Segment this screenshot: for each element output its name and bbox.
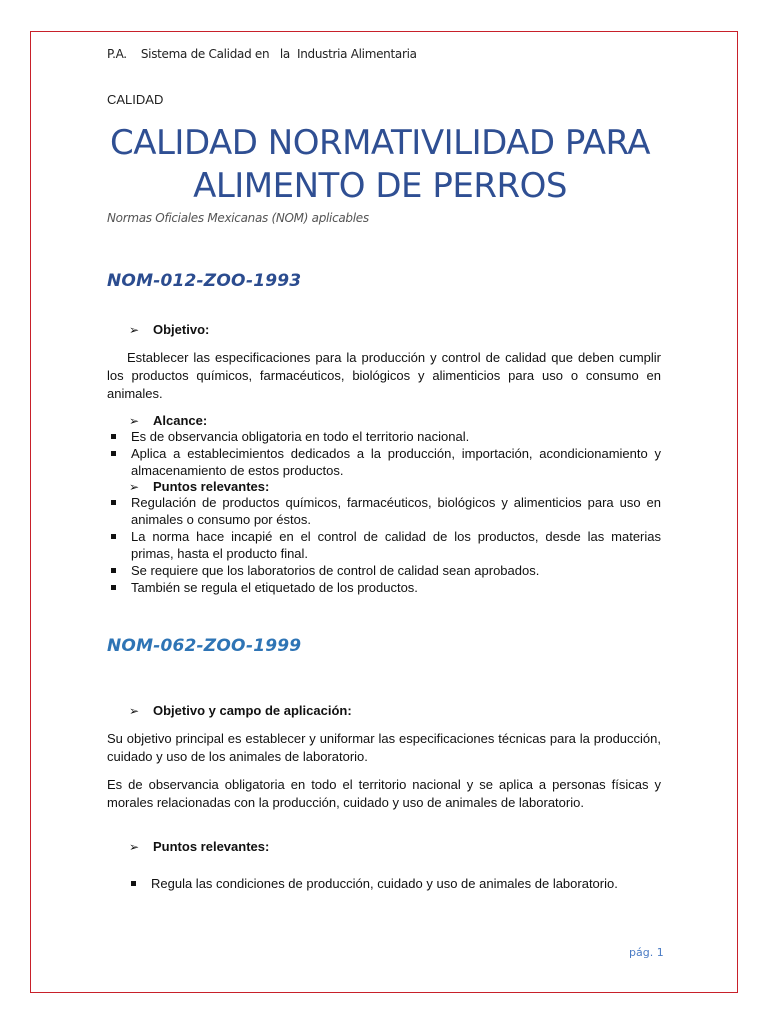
alcance-list	[107, 428, 661, 479]
page-header: P.A. Sistema de Calidad en la Industria Alimentaria	[107, 47, 417, 61]
alcance-label: Alcance:	[153, 413, 208, 428]
page-number: pág. 1	[629, 946, 664, 959]
title-line-2: ALIMENTO DE PERROS	[193, 166, 567, 206]
section2-paragraph-1: Su objetivo principal es establecer y uniformar las especificaciones técnicas para la producción, cuidado y uso de los animales de laboratorio.	[107, 731, 661, 764]
objetivo-campo-label: Objetivo y campo de aplicación:	[153, 703, 352, 718]
objetivo-paragraph: Establecer las especificaciones para la producción y control de calidad que deben cumplir los productos químicos, farmacéuticos, biológicos y alimenticios para uso o consumo en animales.	[107, 350, 661, 401]
list-item: Se requiere que los laboratorios de control de calidad sean aprobados.	[107, 562, 661, 579]
list-item: Regulación de productos químicos, farmacéuticos, biológicos y alimenticios para uso en animales o consumo por éstos.	[107, 494, 661, 528]
section2-paragraph-2: Es de observancia obligatoria en todo el territorio nacional y se aplica a personas físicas y morales relacionadas con la producción, cuidado y uso de animales de laboratorio.	[107, 777, 661, 810]
objetivo-item	[129, 322, 209, 337]
category-label: CALIDAD	[107, 92, 164, 107]
arrowhead-bullet-icon: ➢	[129, 703, 140, 718]
document-subtitle: Normas Oficiales Mexicanas (NOM) aplicables	[107, 211, 369, 225]
puntos-list	[107, 494, 661, 596]
puntos-item	[129, 479, 661, 494]
list-item: Aplica a establecimientos dedicados a la producción, importación, acondicionamiento y almacenamiento de estos productos.	[107, 445, 661, 479]
list-item: La norma hace incapié en el control de calidad de los productos, desde las materias primas, hasta el producto final.	[107, 528, 661, 562]
objetivo-campo-item	[129, 703, 352, 718]
puntos-label-2: Puntos relevantes:	[153, 839, 270, 854]
arrowhead-bullet-icon: ➢	[129, 839, 140, 854]
list-item: También se regula el etiquetado de los productos.	[107, 579, 661, 596]
section-heading-nom-062: NOM-062-ZOO-1999	[107, 636, 302, 656]
alcance-item	[129, 413, 661, 428]
arrowhead-bullet-icon: ➢	[129, 413, 140, 428]
section-heading-nom-012: NOM-012-ZOO-1993	[107, 271, 302, 291]
list-item: Es de observancia obligatoria en todo el territorio nacional.	[107, 428, 661, 445]
puntos-item-2	[129, 839, 269, 854]
puntos-list-2	[127, 875, 661, 892]
arrowhead-bullet-icon: ➢	[129, 322, 140, 337]
objetivo-label: Objetivo:	[153, 322, 210, 337]
alcance-block	[129, 413, 661, 596]
document-title	[80, 122, 680, 208]
arrowhead-bullet-icon: ➢	[129, 479, 140, 494]
list-item: Regula las condiciones de producción, cuidado y uso de animales de laboratorio.	[127, 875, 661, 892]
puntos-label: Puntos relevantes:	[153, 479, 270, 494]
title-line-1: CALIDAD NORMATIVILIDAD PARA	[109, 123, 651, 163]
